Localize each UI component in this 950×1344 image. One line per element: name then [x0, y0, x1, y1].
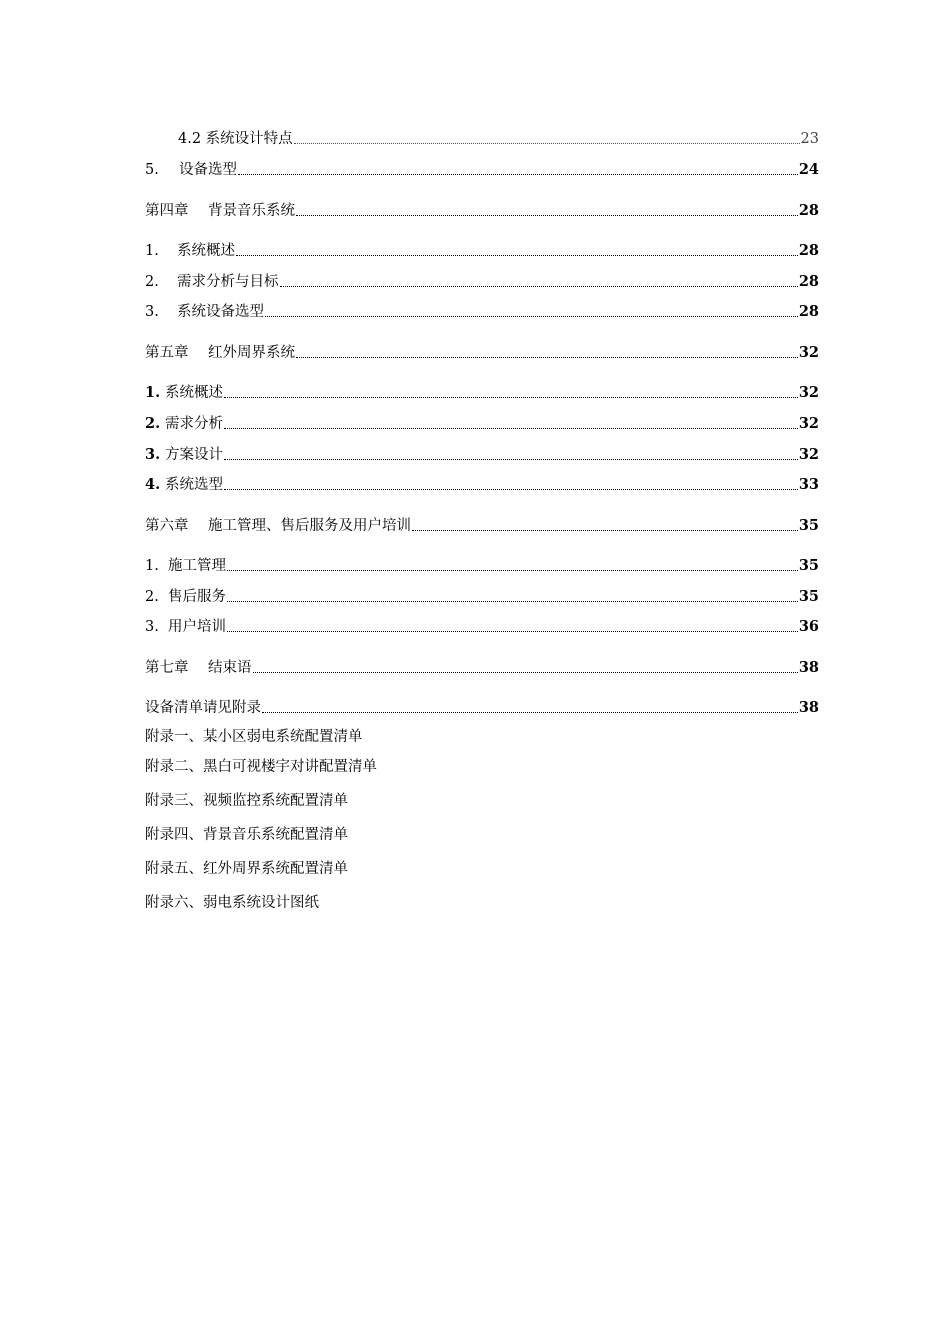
- toc-chapter-title: 结束语: [208, 660, 252, 676]
- appendix-item: 附录一、某小区弱电系统配置清单: [145, 729, 363, 745]
- toc-entry[interactable]: [145, 583, 819, 607]
- toc-entry-page: 32: [798, 384, 819, 401]
- toc-entry-title: 施工管理: [168, 558, 226, 574]
- toc-entry[interactable]: [145, 379, 819, 403]
- toc-entry-title: 需求分析与目标: [177, 274, 279, 290]
- toc-entry-title: 方案设计: [165, 447, 223, 463]
- toc-entry-page: 32: [798, 415, 819, 432]
- toc-entry[interactable]: [145, 268, 819, 292]
- toc-entry-page: 35: [798, 588, 819, 605]
- toc-entry-title: 系统概述: [165, 385, 223, 401]
- toc-chapter-title: 红外周界系统: [208, 345, 295, 361]
- toc-entry-number: 2.: [145, 274, 159, 290]
- toc-chapter-title: 施工管理、售后服务及用户培训: [208, 518, 411, 534]
- toc-entry-page: 32: [798, 344, 819, 361]
- toc-entry-title: 系统设备选型: [177, 304, 264, 320]
- dot-leader: [224, 396, 798, 398]
- toc-entry-page: 28: [798, 202, 819, 219]
- dot-leader: [412, 529, 798, 531]
- toc-entry-number: 2.: [145, 415, 161, 432]
- toc-entry-page: 36: [798, 618, 819, 635]
- toc-entry[interactable]: [145, 298, 819, 322]
- toc-entry-number: 5.: [145, 162, 159, 178]
- toc-entry[interactable]: [145, 694, 819, 718]
- toc-entry[interactable]: [178, 125, 819, 149]
- toc-entry-number: 4.: [145, 476, 161, 493]
- toc-entry-number: 2.: [145, 589, 159, 605]
- appendix-item: 附录二、黑白可视楼宇对讲配置清单: [145, 759, 377, 775]
- toc-entry-page: 35: [798, 517, 819, 534]
- toc-entry-number: 3.: [145, 446, 161, 463]
- dot-leader: [224, 458, 798, 460]
- toc-entry-page: 28: [798, 242, 819, 259]
- toc-entry-page: 38: [798, 699, 819, 716]
- toc-entry-title: 系统概述: [177, 243, 235, 259]
- toc-entry-title: 系统选型: [165, 477, 223, 493]
- toc-entry[interactable]: [145, 441, 819, 465]
- dot-leader: [238, 173, 798, 175]
- toc-chapter[interactable]: [145, 339, 819, 363]
- toc-chapter-title: 背景音乐系统: [208, 203, 295, 219]
- dot-leader: [294, 142, 800, 144]
- toc-entry[interactable]: [145, 613, 819, 637]
- toc-entry-number: 1.: [145, 243, 159, 259]
- appendix-item: 附录六、弱电系统设计图纸: [145, 895, 319, 911]
- toc-chapter-number: 第四章: [145, 203, 189, 219]
- toc-chapter[interactable]: [145, 197, 819, 221]
- dot-leader: [280, 285, 798, 287]
- toc-entry[interactable]: [145, 471, 819, 495]
- toc-entry-title: 用户培训: [168, 619, 226, 635]
- dot-leader: [224, 427, 798, 429]
- toc-entry-number: 3.: [145, 619, 159, 635]
- toc-chapter-number: 第七章: [145, 660, 189, 676]
- toc-chapter[interactable]: [145, 654, 819, 678]
- toc-chapter[interactable]: [145, 512, 819, 536]
- toc-entry[interactable]: [145, 552, 819, 576]
- toc-entry-page: 32: [798, 446, 819, 463]
- toc-entry-page: 28: [798, 303, 819, 320]
- toc-entry-page: 24: [798, 161, 819, 178]
- appendix-item: 附录五、红外周界系统配置清单: [145, 861, 348, 877]
- toc-entry-number: 1.: [145, 384, 161, 401]
- toc-entry-page: 33: [798, 476, 819, 493]
- dot-leader: [296, 214, 798, 216]
- dot-leader: [253, 671, 798, 673]
- toc-entry-number: 3.: [145, 304, 159, 320]
- dot-leader: [227, 600, 798, 602]
- toc-entry-title: 售后服务: [168, 589, 226, 605]
- toc-chapter-number: 第五章: [145, 345, 189, 361]
- dot-leader: [227, 630, 798, 632]
- toc-entry[interactable]: [145, 237, 819, 261]
- dot-leader: [262, 711, 798, 713]
- appendix-item: 附录四、背景音乐系统配置清单: [145, 827, 348, 843]
- dot-leader: [224, 488, 798, 490]
- toc-chapter-number: 第六章: [145, 518, 189, 534]
- appendix-item: 附录三、视频监控系统配置清单: [145, 793, 348, 809]
- toc-entry-number: 1.: [145, 558, 159, 574]
- toc-entry-title: 需求分析: [165, 416, 223, 432]
- toc-entry[interactable]: [145, 156, 819, 180]
- dot-leader: [236, 254, 798, 256]
- toc-entry-title: 设备清单请见附录: [145, 700, 261, 716]
- toc-entry[interactable]: [145, 410, 819, 434]
- dot-leader: [296, 356, 798, 358]
- toc-entry-number: 4.2: [178, 131, 202, 147]
- toc-entry-title: 系统设计特点: [205, 131, 293, 147]
- toc-entry-page: 38: [798, 659, 819, 676]
- toc-entry-page: 28: [798, 273, 819, 290]
- dot-leader: [227, 569, 798, 571]
- toc-entry-page: 35: [798, 557, 819, 574]
- toc-entry-page: 23: [800, 131, 819, 147]
- dot-leader: [265, 315, 798, 317]
- toc-entry-title: 设备选型: [179, 162, 237, 178]
